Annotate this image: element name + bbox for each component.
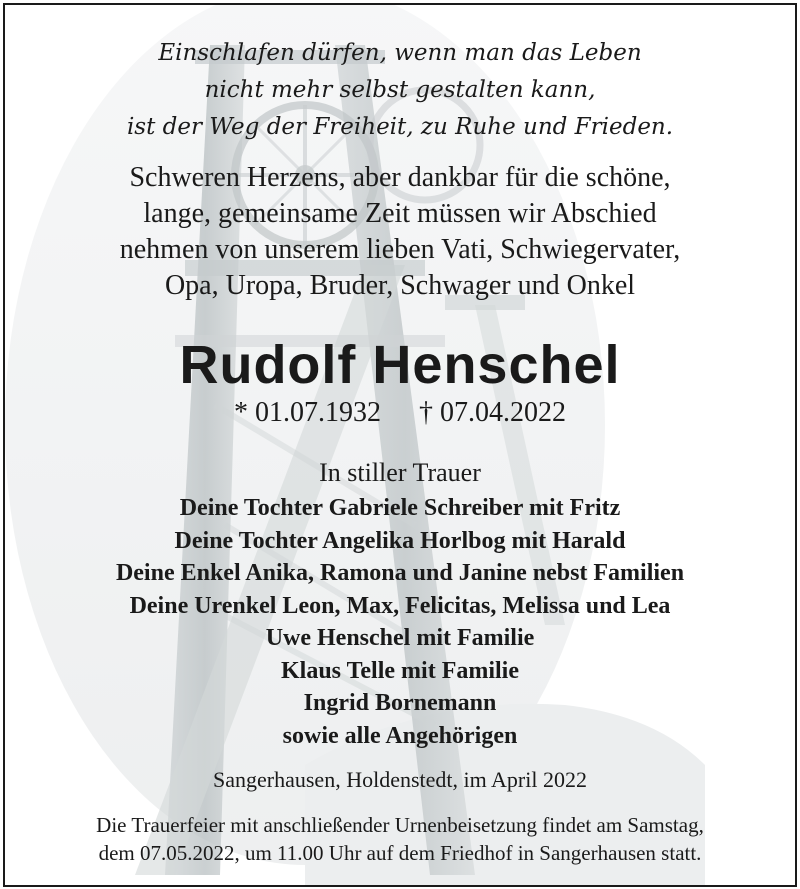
- deceased-name: Rudolf Henschel: [179, 335, 621, 395]
- obituary-notice: [3, 3, 797, 887]
- place-and-date: Sangerhausen, Holdenstedt, im April 2022: [213, 767, 587, 792]
- mourner-line: Klaus Telle mit Familie: [281, 657, 519, 684]
- poem-line: ist der Weg der Freiheit, zu Ruhe und Frieden.: [126, 114, 674, 140]
- birth-date: * 01.07.1932: [234, 397, 381, 428]
- service-line: dem 07.05.2022, um 11.00 Uhr auf dem Friedhof in Sangerhausen statt.: [98, 841, 702, 865]
- service-line: Die Trauerfeier mit anschließender Urnenbeisetzung findet am Samstag,: [96, 813, 704, 837]
- life-dates: [5, 397, 795, 429]
- mourner-line: Deine Urenkel Leon, Max, Felicitas, Melissa und Lea: [129, 592, 671, 619]
- mourners-list: [5, 492, 795, 752]
- intro-line: Schweren Herzens, aber dankbar für die schöne,: [129, 162, 671, 193]
- mourner-line: Uwe Henschel mit Familie: [265, 625, 535, 651]
- poem-line: nicht mehr selbst gestalten kann,: [204, 77, 596, 103]
- mourner-line: Deine Tochter Angelika Horlbog mit Harald: [174, 527, 626, 554]
- mourning-label: In stiller Trauer: [319, 458, 481, 487]
- mourner-line: Ingrid Bornemann: [303, 690, 497, 716]
- mourner-line: Deine Enkel Anika, Ramona und Janine nebst Familien: [115, 560, 685, 586]
- funeral-service-info: [5, 811, 795, 867]
- intro-line: nehmen von unserem lieben Vati, Schwiegervater,: [119, 234, 681, 265]
- mourner-line: sowie alle Angehörigen: [282, 722, 518, 749]
- intro-line: Opa, Uropa, Bruder, Schwager und Onkel: [164, 270, 636, 301]
- poem-line: Einschlafen dürfen, wenn man das Leben: [158, 40, 642, 66]
- mourner-line: Deine Tochter Gabriele Schreiber mit Fritz: [179, 495, 621, 521]
- intro-text: [5, 160, 795, 304]
- poem: [5, 35, 795, 146]
- death-date: † 07.04.2022: [419, 397, 566, 428]
- intro-line: lange, gemeinsame Zeit müssen wir Abschied: [143, 198, 657, 229]
